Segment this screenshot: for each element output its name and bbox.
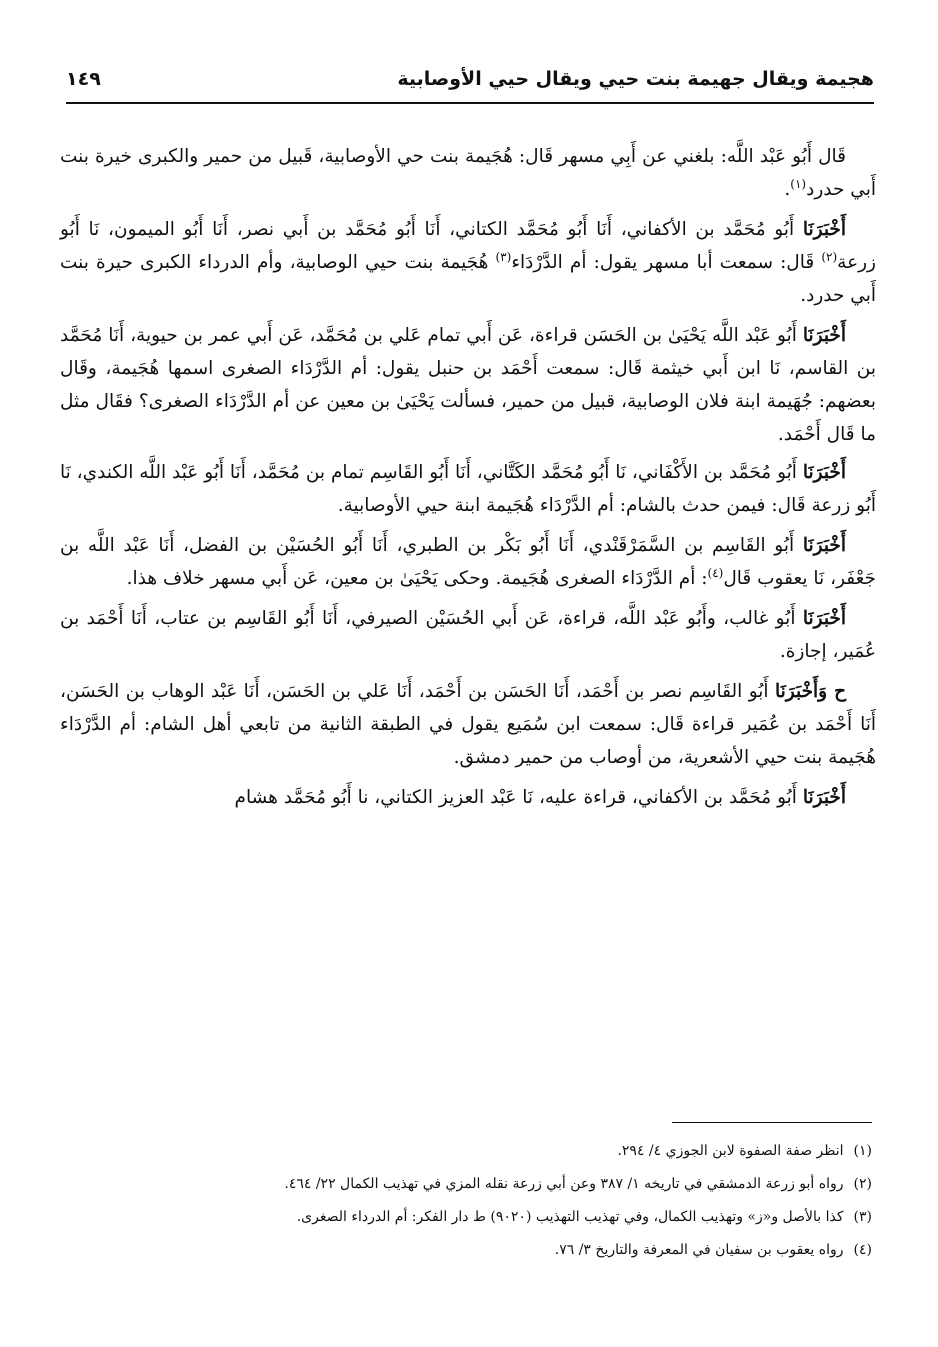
footnote-4 <box>62 1234 872 1267</box>
footnote-number: (٤) <box>853 1242 872 1258</box>
paragraph-text: أَبُو غالب، وأَبُو عَبْد اللَّه، قراءة، عَن أَبي الحُسَيْن الصيرفي، أَنَا أَبُو القَاسِم بن عتاب، أَنَا أَحْمَد بن عُمَير، إجازة. <box>60 608 876 662</box>
paragraph-text: أَبُو مُحَمَّد بن الأكفاني، قراءة عليه، نَا عَبْد العزيز الكتاني، نا أَبُو مُحَمَّد هشام <box>234 787 797 808</box>
footnote-3 <box>62 1201 872 1234</box>
footnote-text: رواه أبو زرعة الدمشقي في تاريخه ١/ ٣٨٧ وعن أبي زرعة نقله المزي في تهذيب الكمال ٢٢/ ٤٦٤. <box>284 1176 844 1192</box>
paragraph-tail: . <box>784 179 791 200</box>
paragraph-text-2: قَال: سمعت أبا مسهر يقول: أم الدَّرْدَاء <box>511 252 815 273</box>
paragraph-lead: أَخْبَرَنَا <box>802 219 847 240</box>
footnote-1 <box>62 1135 872 1168</box>
paragraph-7 <box>60 675 876 774</box>
paragraph-text: قَال أَبُو عَبْد اللَّه: بلغني عن أَبِي مسهر قَال: هُجَيمة بنت حي الأوصابية، قَبيل من حمير والكبرى خيرة بنت أَبي حدرد <box>60 146 876 200</box>
footnote-ref: (١) <box>790 176 807 191</box>
paragraph-text: أَبُو القَاسِم نصر بن أَحْمَد، أَنَا الحَسَن بن أَحْمَد، أَنَا عَلي بن الحَسَن، أَنَا عَبْد الوهاب بن الحَسَن، أَنَا أَحْمَد بن عُمَير قراءة قَال: سمعت ابن سُمَيع يقول في الطبقة الثانية من تابعي أهل الشام: أم الدَّرْدَاء هُجَيمة بنت حيي الأشعرية، من أوصاب من حمير دمشق. <box>60 681 876 768</box>
paragraph-8 <box>60 781 876 814</box>
paragraph-text: أَبُو القَاسِم بن السَّمَرْقَنْدي، أَنَا أَبُو بَكْر بن الطبري، أَنَا أَبُو الحُسَيْن بن الفضل، أَنَا عَبْد اللَّه بن جَعْفَر، نَا يعقوب قَال <box>60 535 876 589</box>
paragraph-text: أَبُو مُحَمَّد بن الأَكْفَاني، نَا أَبُو مُحَمَّد الكَتَّاني، أَنَا أَبُو القَاسِم تمام بن مُحَمَّد، أَنَا أَبُو عَبْد اللَّه الكندي، نَا أَبُو زرعة قَال: فيمن حدث بالشام: أم الدَّرْدَاء هُجَيمة ابنة حيي الأوصابية. <box>60 462 876 516</box>
paragraph-2 <box>60 213 876 312</box>
paragraph-3 <box>60 319 876 451</box>
running-header <box>66 62 874 104</box>
paragraph-tail: : أم الدَّرْدَاء الصغرى هُجَيمة. وحكى يَحْيَىٰ بن معين، عَن أَبي مسهر خلاف هذا. <box>126 568 708 589</box>
paragraph-6 <box>60 602 876 668</box>
footnote-text: انظر صفة الصفوة لابن الجوزي ٤/ ٢٩٤. <box>617 1143 844 1159</box>
paragraph-text: أَبُو عَبْد اللَّه يَحْيَىٰ بن الحَسَن قراءة، عَن أَبي تمام عَلي بن مُحَمَّد، عَن أَبي عمر بن حيوية، أَنَا مُحَمَّد بن القاسم، نَا ابن أَبي خيثمة قَال: سمعت أَحْمَد بن حنبل يقول: أم الدَّرْدَاء الصغرى اسمها هُجَيمة، وقَال بعضهم: جُهَيمة ابنة فلان الوصابية، قبيل من حمير، فسألت يَحْيَىٰ بن معين عن أم الدَّرْدَاء الصغرى؟ فقَال مثل ما قَال أَحْمَد. <box>60 325 876 445</box>
main-text <box>60 140 876 821</box>
paragraph-lead: أَخْبَرَنَا <box>802 787 846 808</box>
paragraph-5 <box>60 529 876 595</box>
footnote-separator <box>672 1122 872 1123</box>
paragraph-4 <box>60 456 876 522</box>
footnote-text: رواه يعقوب بن سفيان في المعرفة والتاريخ ٣/ ٧٦. <box>554 1242 844 1258</box>
paragraph-1 <box>60 140 876 206</box>
header-title: هجيمة ويقال جهيمة بنت حيي ويقال حيي الأوصابية <box>397 68 874 90</box>
footnote-ref: (٣) <box>495 249 512 264</box>
paragraph-lead: أَخْبَرَنَا <box>802 462 846 483</box>
paragraph-text: أَبُو مُحَمَّد بن الأكفاني، أَنَا أَبُو مُحَمَّد الكتاني، أَنَا أَبُو مُحَمَّد بن أَبي نصر، أَنَا أَبُو الميمون، نَا أَبُو زرعة <box>60 219 876 273</box>
paragraph-lead: أَخْبَرَنَا <box>802 608 846 629</box>
page-number: ١٤٩ <box>66 68 101 90</box>
footnote-text: كذا بالأصل و«ز» وتهذيب الكمال، وفي تهذيب التهذيب (٩٠٢٠) ط دار الفكر: أم الدرداء الصغرى. <box>296 1209 844 1225</box>
paragraph-lead: أَخْبَرَنَا <box>802 325 846 346</box>
footnote-2 <box>62 1168 872 1201</box>
footnote-number: (٣) <box>853 1209 872 1225</box>
paragraph-tail: هُجَيمة بنت حيي الوصابية، وأم الدرداء الكبرى حيرة بنت أَبي حدرد. <box>60 252 876 306</box>
paragraph-lead: أَخْبَرَنَا <box>802 535 846 556</box>
footnotes <box>62 1135 872 1267</box>
footnote-ref: (٢) <box>821 249 838 264</box>
footnote-number: (٢) <box>853 1176 872 1192</box>
footnote-ref: (٤) <box>707 565 724 580</box>
footnote-number: (١) <box>853 1143 872 1159</box>
paragraph-lead: ح وَأَخْبَرَنَا <box>775 681 847 702</box>
